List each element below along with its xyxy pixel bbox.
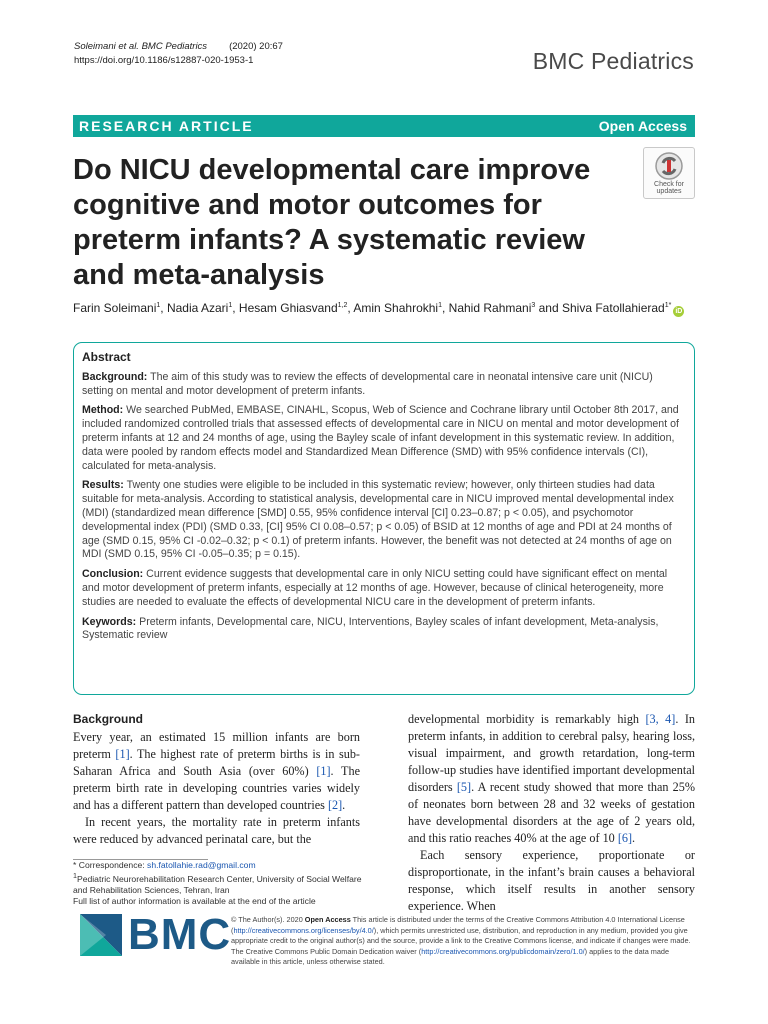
correspondence-line bbox=[73, 860, 373, 871]
citation-link[interactable]: [5] bbox=[456, 780, 472, 794]
affiliation-line bbox=[73, 871, 373, 896]
body-text: developmental morbidity is remarkably high bbox=[408, 712, 646, 726]
citation-authors: Soleimani et al. BMC Pediatrics bbox=[74, 41, 208, 52]
abstract-conclusion-text: Current evidence suggests that developmental care in only NICU setting could have significant effect on mental and motor development of preterm infants, especially at 12 months of age. However, because of clinical heterogeneity, more studies are needed to evaluate the effects of developmental NICU care in the development of preterm infants. bbox=[82, 568, 668, 608]
footnotes bbox=[73, 860, 373, 908]
badge-line-2: updates bbox=[656, 188, 682, 195]
author-separator: , bbox=[347, 301, 354, 315]
abstract-background bbox=[82, 371, 686, 399]
author-affiliation: 1 bbox=[438, 302, 442, 309]
author-name[interactable]: Hesam Ghiasvand bbox=[238, 301, 338, 315]
author-affiliation: 1* bbox=[664, 302, 672, 309]
abstract-box bbox=[73, 342, 695, 695]
journal-name: BMC Pediatrics bbox=[532, 48, 694, 74]
abstract-method-text: We searched PubMed, EMBASE, CINAHL, Scopus, Web of Science and Cochrane library until October 8th 2017, and included randomized controlled trials that assessed effects of developmental care in NICU on mental and motor development of preterm infants at 12 and 24 months of age, using the Bayley scale of infant development in this systematic review. In addition, data were pooled by random effects model and Standardized Mean Difference (SMD) with 95% confidence intervals (CI), calculated for meta-analysis. bbox=[82, 404, 679, 472]
license-body: This article is distributed under the terms of the Creative Commons Attribution 4.0 International License ( bbox=[231, 915, 685, 935]
citation-link[interactable]: [2] bbox=[327, 798, 343, 812]
bmc-logo-text: BMC bbox=[128, 910, 232, 959]
author-name[interactable]: Shiva Fatollahierad bbox=[562, 301, 665, 315]
body-paragraph bbox=[73, 729, 360, 814]
cc-by-license-link[interactable]: http://creativecommons.org/licenses/by/4.0/ bbox=[233, 925, 374, 935]
license-body: ), which permits unrestricted use, distribution, and reproduction in any medium, provided you give appropriate credit to the original author(s) and the source, provide a link to the Creative Commons license, and indicate if changes were made. The Creative Commons Public Domain Dedication waiver ( bbox=[231, 925, 691, 956]
abstract-heading: Abstract bbox=[82, 350, 131, 364]
cc-zero-license-link[interactable]: http://creativecommons.org/publicdomain/zero/1.0/ bbox=[421, 946, 585, 956]
body-text: . A recent study showed that more than 25% of neonates born between 28 and 32 weeks of gestation have developmental disorders at the age of 2 years old, and this ratio reaches 40% at the age of 10 bbox=[408, 780, 695, 845]
author-name[interactable]: Farin Soleimani bbox=[73, 301, 157, 315]
body-text: . bbox=[342, 798, 346, 812]
abstract-background-text: The aim of this study was to review the effects of developmental care in neonatal intensive care unit (NICU) setting on mental and motor development of preterm infants. bbox=[82, 370, 653, 397]
citation-link[interactable]: [3, 4] bbox=[645, 712, 676, 726]
author-name[interactable]: Nadia Azari bbox=[166, 301, 229, 315]
abstract-method-label: Method: bbox=[82, 404, 124, 417]
article-title: Do NICU developmental care improve cognitive and motor outcomes for preterm infants? A systematic review and meta-analysis bbox=[73, 154, 591, 291]
license-body: ) applies to the data made available in this article, unless otherwise stated. bbox=[231, 946, 670, 967]
body-paragraph bbox=[408, 711, 695, 847]
correspondence-email-link[interactable]: sh.fatollahie.rad@gmail.com bbox=[147, 860, 256, 870]
author-name[interactable]: Nahid Rahmani bbox=[448, 301, 532, 315]
citation-year: (2020) 20:67 bbox=[229, 41, 283, 52]
abstract-keywords-label: Keywords: bbox=[82, 615, 137, 628]
author-separator: , bbox=[442, 301, 449, 315]
body-text: . The preterm birth rate in developing countries varies widely and has a different pattern than developed countries bbox=[73, 764, 360, 812]
orcid-icon[interactable]: iD bbox=[675, 308, 683, 315]
article-type-banner bbox=[73, 115, 695, 137]
citation-link[interactable]: [1] bbox=[115, 747, 130, 761]
bmc-logo-mark-icon bbox=[80, 914, 122, 956]
author-list bbox=[73, 297, 703, 317]
affiliation-marker: 1 bbox=[73, 872, 77, 881]
citation-link[interactable]: [6] bbox=[617, 831, 633, 845]
author-separator: and bbox=[535, 301, 562, 315]
article-header-meta bbox=[74, 40, 283, 68]
open-access-label: Open Access bbox=[598, 118, 687, 134]
body-text: . In preterm infants, in addition to cerebral palsy, hearing loss, visual impairment, and growth retardation, long-term follow-up studies have identified important developmental disorders bbox=[408, 712, 695, 794]
full-list-note: Full list of author information is available at the end of the article bbox=[73, 896, 316, 907]
abstract-results-text: Twenty one studies were eligible to be included in this systematic review; however, only thirteen studies had data suitable for meta-analysis. According to statistical analysis, developmental care in NICU improved mental developmental index (MDI) (standardized mean difference [SMD] 0.55, 95% confidence interval [CI] 0.23–0.87; p < 0.05), and psychomotor developmental index (PDI) (SMD 0.33, [CI] 95% CI 0.08–0.57; p < 0.05) of BSID at 12 months of age and PDI at 24 months of age (SMD 0.15, 95% CI -0.02–0.32; p < 0.1) of preterm infants. However, the benefit was not detected at 24 months of age on MDI (SMD 0.15, 95% CI -0.05–0.35; p = 0.15). bbox=[82, 479, 674, 561]
body-text: . bbox=[632, 831, 636, 845]
abstract-results-label: Results: bbox=[82, 479, 124, 492]
author-affiliation: 1,2 bbox=[337, 302, 348, 309]
bmc-logo[interactable] bbox=[80, 910, 232, 959]
citation-line bbox=[74, 40, 283, 54]
affiliation-text: Pediatric Neurorehabilitation Research Center, University of Social Welfare and Rehabilitation Sciences, Tehran, Iran bbox=[73, 874, 362, 896]
author-separator: , bbox=[232, 301, 239, 315]
abstract-conclusion bbox=[82, 568, 686, 609]
abstract-results bbox=[82, 479, 686, 562]
body-text: Every year, an estimated 15 million infants are born preterm bbox=[73, 730, 360, 761]
author-affiliation: 1 bbox=[228, 302, 233, 309]
check-for-updates-badge[interactable] bbox=[643, 147, 695, 199]
abstract-conclusion-label: Conclusion: bbox=[82, 568, 144, 581]
abstract-background-label: Background: bbox=[82, 370, 148, 383]
body-paragraph: Each sensory experience, proportionate or disproportionate, in the infant’s brain causes a behavioral response, which itself results in another sensory experience. When bbox=[408, 848, 695, 913]
open-access-bold: Open Access bbox=[304, 915, 351, 924]
citation-link[interactable]: [1] bbox=[316, 764, 331, 778]
copyright-text: © The Author(s). 2020 bbox=[231, 915, 305, 924]
abstract-keywords-text: Preterm infants, Developmental care, NICU, Interventions, Bayley scales of infant development, Meta-analysis, Systematic review bbox=[82, 615, 659, 642]
author-name[interactable]: Amin Shahrokhi bbox=[353, 301, 439, 315]
abstract-method bbox=[82, 404, 686, 473]
abstract-keywords bbox=[82, 616, 686, 644]
article-type: RESEARCH ARTICLE bbox=[79, 118, 254, 134]
section-heading-background: Background bbox=[73, 712, 144, 726]
license-text bbox=[231, 915, 695, 968]
check-for-updates-icon bbox=[654, 151, 684, 181]
correspondence-label: * Correspondence: bbox=[73, 860, 148, 870]
author-separator: , bbox=[160, 301, 167, 315]
body-paragraph: In recent years, the mortality rate in preterm infants were reduced by advanced perinatal care, but the bbox=[73, 815, 360, 846]
body-column-left bbox=[73, 711, 360, 848]
body-column-right bbox=[408, 711, 695, 915]
author-affiliation: 3 bbox=[531, 302, 536, 309]
body-text: . The highest rate of preterm births is in sub-Saharan Africa and South Asia (over 60%) bbox=[73, 747, 360, 778]
author-affiliation: 1 bbox=[156, 302, 161, 309]
badge-line-1: Check for bbox=[654, 181, 684, 188]
doi-link[interactable]: https://doi.org/10.1186/s12887-020-1953-1 bbox=[74, 55, 254, 66]
